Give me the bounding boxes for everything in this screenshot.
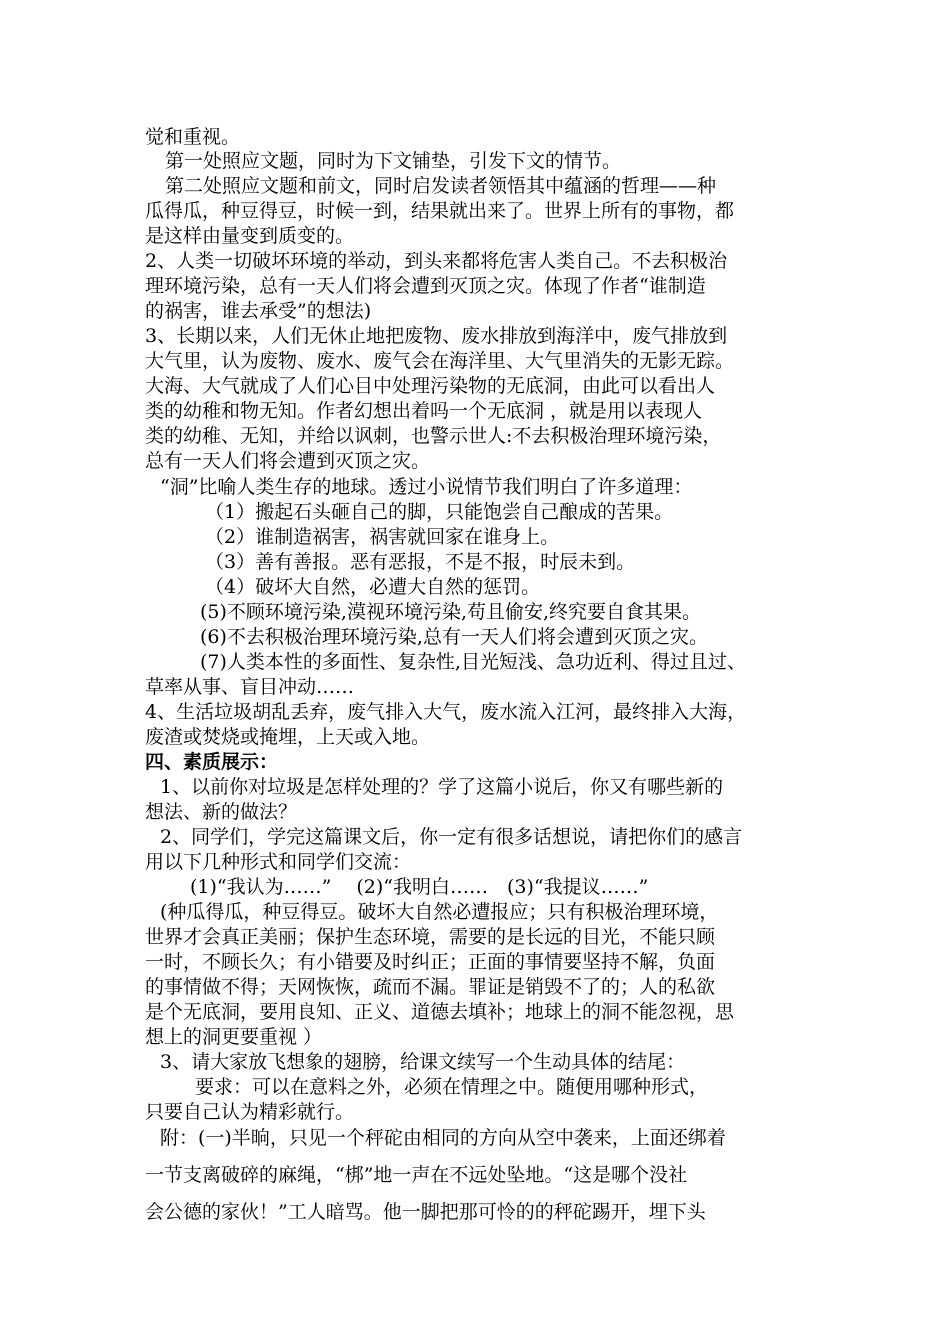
- text-line: 类的幼稚、无知，并给以讽刺，也警示世人:不去积极治理环境污染，: [145, 425, 722, 447]
- text-line: 世界才会真正美丽；保护生态环境，需要的是长远的目光，不能只顾: [145, 926, 716, 948]
- text-line: 觉和重视。: [145, 126, 241, 148]
- text-line: (1)“我认为……” (2)“我明白…… (3)“我提议……”: [190, 876, 649, 898]
- text-line: 类的幼稚和物无知。作者幻想出着吗一个无底洞 ，就是用以表现人: [145, 400, 703, 422]
- text-line: 是个无底洞，要用良知、正义、道德去填补；地球上的洞不能忽视，思: [145, 1001, 735, 1023]
- text-line: 要求：可以在意料之外，必须在情理之中。随便用哪种形式，: [195, 1076, 709, 1098]
- text-line: 是这样由量变到质变的。: [145, 225, 355, 247]
- text-line: 1、以前你对垃圾是怎样处理的？学了这篇小说后，你又有哪些新的: [160, 776, 724, 798]
- text-line: 大气里，认为废物、废水、废气会在海洋里、大气里消失的无影无踪。: [145, 350, 735, 372]
- text-line: 的事情做不得；天网恢恢，疏而不漏。罪证是销毁不了的；人的私欲: [145, 976, 716, 998]
- text-line: “洞”比喻人类生存的地球。透过小说情节我们明白了许多道理：: [160, 476, 693, 498]
- text-line: 瓜得瓜，种豆得豆，时候一到，结果就出来了。世界上所有的事物，都: [145, 200, 735, 222]
- text-line: 的祸害，谁去承受”的想法): [145, 300, 372, 322]
- section-heading: 四、素质展示：: [145, 751, 279, 773]
- text-line: (种瓜得瓜，种豆得豆。破坏大自然必遭报应；只有积极治理环境，: [160, 901, 719, 923]
- text-line: 2、同学们，学完这篇课文后，你一定有很多话想说，请把你们的感言: [160, 826, 743, 848]
- text-line: 3、长期以来，人们无休止地把废物、废水排放到海洋中，废气排放到: [145, 325, 728, 347]
- text-line: 4、生活垃圾胡乱丢弃，废气排入大气，废水流入江河，最终排入大海，: [145, 701, 747, 723]
- text-line: 附：(一)半晌，只见一个秤砣由相同的方向从空中袭来，上面还绑着: [160, 1127, 726, 1149]
- text-line: 一节支离破碎的麻绳，“梆”地一声在不远处坠地。“这是哪个没社: [145, 1164, 688, 1186]
- text-line: 用以下几种形式和同学们交流：: [145, 851, 412, 873]
- text-line: 第二处照应文题和前文，同时启发读者领悟其中蕴涵的哲理——种: [165, 175, 717, 197]
- list-item: (5)不顾环境污染,漠视环境污染,苟且偷安,终究要自食其果。: [200, 601, 702, 623]
- text-line: 3、请大家放飞想象的翅膀，给课文续写一个生动具体的结尾：: [160, 1051, 686, 1073]
- text-line: 想法、新的做法？: [145, 801, 298, 823]
- list-item: （1）搬起石头砸自己的脚，只能饱尝自己酿成的苦果。: [205, 501, 674, 523]
- text-line: 只要自己认为精彩就行。: [145, 1101, 355, 1123]
- text-line: 草率从事、盲目冲动……: [145, 676, 355, 698]
- text-line: 总有一天人们将会遭到灭顶之灾。: [145, 450, 431, 472]
- list-item: （3）善有善报。恶有恶报，不是不报，时辰未到。: [205, 551, 636, 573]
- text-line: 废渣或焚烧或掩埋，上天或入地。: [145, 726, 431, 748]
- text-line: 一时，不顾长久；有小错要及时纠正；正面的事情要坚持不解，负面: [145, 951, 716, 973]
- list-item: （4）破坏大自然，必遭大自然的惩罚。: [205, 576, 541, 598]
- list-item: (6)不去积极治理环境污染,总有一天人们将会遭到灭顶之灾。: [200, 626, 708, 648]
- text-line: 大海、大气就成了人们心目中处理污染物的无底洞，由此可以看出人: [145, 375, 716, 397]
- list-item: （2）谁制造祸害，祸害就回家在谁身上。: [205, 526, 560, 548]
- text-line: 理环境污染，总有一天人们将会遭到灭顶之灾。体现了作者“谁制造: [145, 275, 706, 297]
- list-item: (7)人类本性的多面性、复杂性,目光短浅、急功近利、得过且过、: [200, 651, 746, 673]
- text-line: 第一处照应文题，同时为下文铺垫，引发下文的情节。: [165, 150, 622, 172]
- text-line: 会公德的家伙！”工人暗骂。他一脚把那可怜的的秤砣踢开，埋下头: [145, 1201, 706, 1223]
- text-line: 2、人类一切破坏环境的举动，到头来都将危害人类自己。不去积极治: [145, 250, 728, 272]
- text-line: 想上的洞更要重视 ）: [145, 1026, 323, 1048]
